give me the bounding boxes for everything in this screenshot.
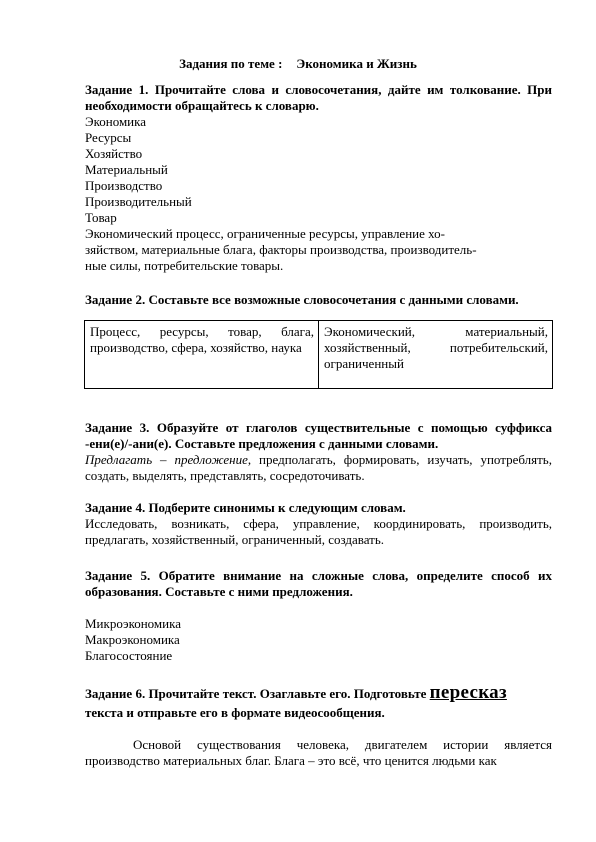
task1-section [85, 82, 552, 274]
word-list [85, 114, 552, 226]
task6-heading-start: Задание 6. Прочитайте текст. Озаглавьте его. Подготовьте [85, 686, 427, 701]
task3-text [85, 452, 552, 484]
task2-heading: Задание 2. Составьте все возможные словосочетания с данными словами. [85, 292, 519, 307]
list-item: Благосостояние [85, 648, 173, 663]
task1-heading: Задание 1. Прочитайте слова и словосочетания, дайте им толкование. При необходимости обращайтесь к словарю. [85, 82, 552, 113]
list-item: Микроэкономика [85, 616, 182, 631]
task6-heading-end: текста и отправьте его в формате видеосообщения. [85, 705, 385, 720]
phrases-line: Экономический процесс, ограниченные ресурсы, управление хо- [85, 226, 445, 241]
list-item: Производительный [85, 194, 192, 209]
page-header [0, 56, 596, 72]
task5-section [85, 568, 552, 664]
header-title: Задания по теме : [179, 56, 283, 71]
list-item: Материальный [85, 162, 168, 177]
task4-heading: Задание 4. Подберите синонимы к следующим словам. [85, 500, 406, 515]
list-item: Производство [85, 178, 163, 193]
word-table [84, 320, 553, 389]
header-topic: Экономика и Жизнь [296, 56, 417, 71]
task6-heading-emphasis: пересказ [429, 682, 507, 703]
list-item: Товар [85, 210, 117, 225]
phrases-line: ные силы, потребительские товары. [85, 258, 284, 273]
table-row [85, 321, 553, 389]
task6-paragraph: Основой существования человека, двигателем истории является производство материальных благ. Блага – это всё, что ценится людьми как [85, 737, 552, 768]
task3-heading: Задание 3. Образуйте от глаголов существительные с помощью суффикса -ени(е)/-ани(е). Составьте предложения с данными словами. [85, 420, 552, 451]
task4-section [85, 500, 552, 548]
task2-section [85, 292, 552, 308]
task5-heading: Задание 5. Обратите внимание на сложные слова, определите способ их образования. Составьте с ними предложения. [85, 568, 552, 599]
task4-text: Исследовать, возникать, сфера, управление, координировать, производить, предлагать, хозяйственный, ограниченный, создавать. [85, 516, 552, 547]
task3-example: Предлагать – предложение [85, 452, 248, 467]
task3-section [85, 420, 552, 484]
table-cell-nouns: Процесс, ресурсы, товар, блага, производство, сфера, хозяйство, наука [85, 321, 319, 389]
list-item: Макроэкономика [85, 632, 180, 647]
task3-rest: , предполагать, формировать, изучать, употреблять, создать, выделять, представлять, сосредоточивать. [85, 452, 552, 483]
list-item: Хозяйство [85, 146, 143, 161]
task6-heading [85, 682, 552, 705]
phrases-line: зяйством, материальные блага, факторы производства, производитель- [85, 242, 477, 257]
table-cell-adjectives: Экономический, материальный, хозяйственный, потребительский, ограниченный [319, 321, 553, 389]
list-item: Экономика [85, 114, 147, 129]
task6-section [85, 682, 552, 769]
list-item: Ресурсы [85, 130, 132, 145]
